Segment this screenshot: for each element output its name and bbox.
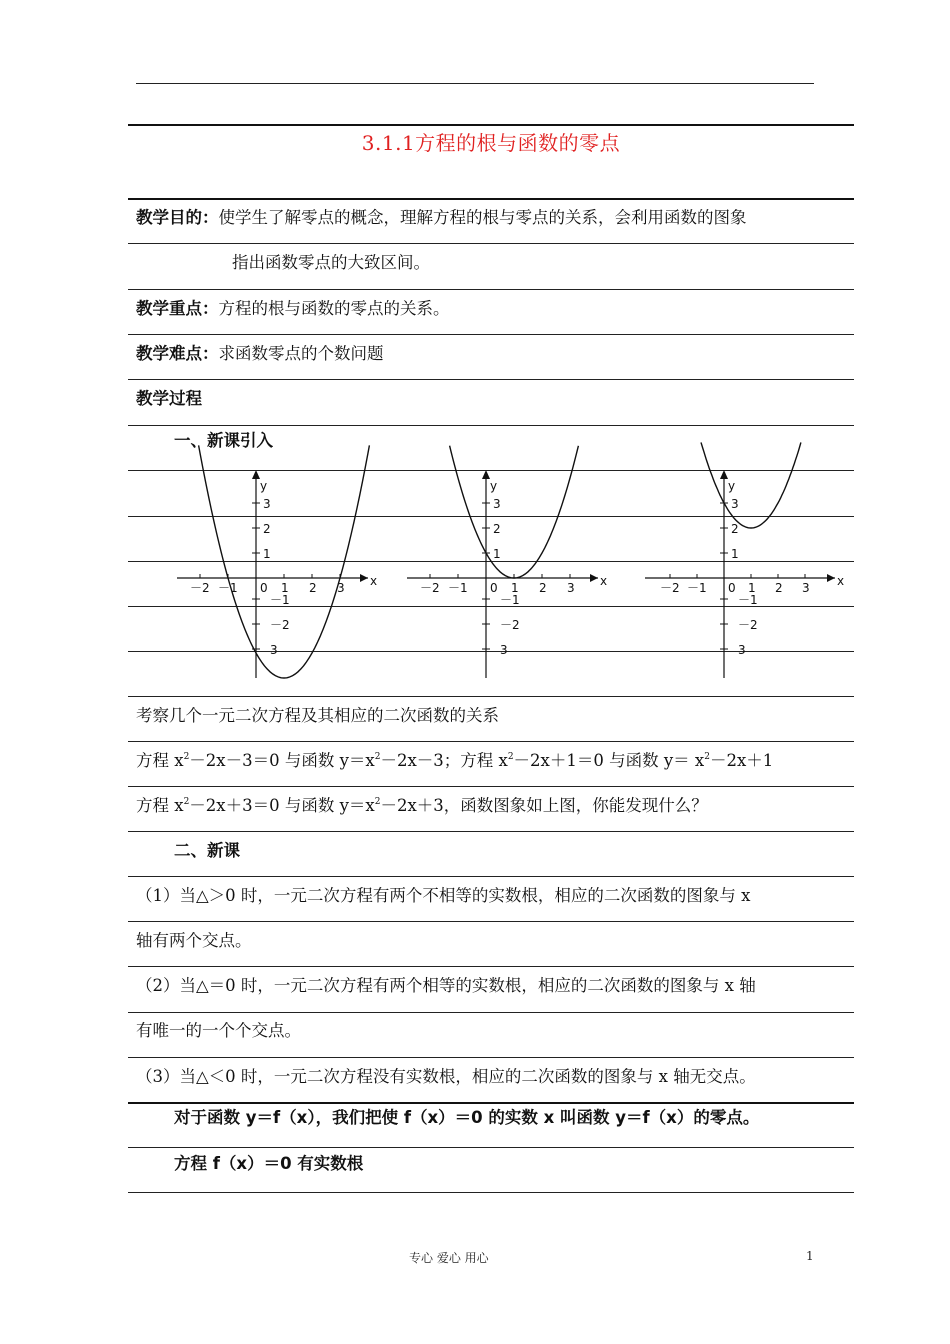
superscript: 2 bbox=[374, 797, 381, 807]
x-tick-label: －2 bbox=[660, 581, 680, 595]
difficulty-row bbox=[136, 343, 854, 365]
superscript: 2 bbox=[183, 752, 190, 762]
objective-text-1: 使学生了解零点的概念，理解方程的根与零点的关系，会利用函数的图象 bbox=[218, 208, 747, 227]
x-axis-label: x bbox=[600, 574, 608, 588]
title-top-rule bbox=[128, 124, 854, 126]
x-tick-label: －2 bbox=[190, 581, 210, 595]
superscript: 2 bbox=[374, 752, 381, 762]
y-tick-label: －2 bbox=[270, 618, 290, 632]
y-tick-label: 2 bbox=[263, 522, 271, 536]
case1-line-2: 轴有两个交点。 bbox=[136, 931, 252, 950]
document-title: 3.1.1方程的根与函数的零点 bbox=[361, 131, 621, 155]
case3-line-1: （3）当△＜0 时，一元二次方程没有实数根，相应的二次函数的图象与 x 轴无交点。 bbox=[136, 1067, 756, 1086]
origin-label: 0 bbox=[260, 581, 268, 595]
x-tick-label: －1 bbox=[218, 581, 238, 595]
x-axis-arrow bbox=[590, 574, 598, 582]
y-tick-label: －1 bbox=[500, 593, 520, 607]
x-tick-label: 3 bbox=[567, 581, 575, 595]
intro-text: 考察几个一元二次方程及其相应的二次函数的关系 bbox=[136, 706, 499, 725]
y-axis-arrow bbox=[482, 470, 490, 479]
header-rule bbox=[136, 83, 814, 84]
y-tick-label: 1 bbox=[731, 547, 739, 561]
eq1-part: －2x－3；方程 x bbox=[380, 751, 508, 770]
table-rule bbox=[128, 966, 854, 967]
y-tick-label: －1 bbox=[270, 593, 290, 607]
eq2-part: －2x＋3，函数图象如上图，你能发现什么？ bbox=[380, 796, 708, 815]
table-rule bbox=[128, 1012, 854, 1013]
x-axis-arrow bbox=[360, 574, 368, 582]
table-rule bbox=[128, 334, 854, 335]
x-tick-label: 1 bbox=[281, 581, 289, 595]
section1-heading: 一、新课引入 bbox=[174, 431, 273, 450]
y-tick-label: －2 bbox=[500, 618, 520, 632]
x-tick-label: －1 bbox=[687, 581, 707, 595]
superscript: 2 bbox=[183, 797, 190, 807]
x-tick-label: －1 bbox=[448, 581, 468, 595]
y-axis-arrow bbox=[252, 470, 260, 479]
equation-line-2 bbox=[136, 795, 854, 817]
y-tick-label: 3 bbox=[731, 497, 739, 511]
eq2-part: －2x＋3＝0 与函数 y＝x bbox=[189, 796, 375, 815]
case2-line-1: （2）当△＝0 时，一元二次方程有两个相等的实数根，相应的二次函数的图象与 x 轴 bbox=[136, 976, 756, 995]
case1-line-1: （1）当△＞0 时，一元二次方程有两个不相等的实数根，相应的二次函数的图象与 x bbox=[136, 886, 751, 905]
eq1-part: －2x＋1 bbox=[709, 751, 774, 770]
objective-label: 教学目的： bbox=[136, 208, 219, 227]
keypoint-label: 教学重点： bbox=[136, 299, 219, 318]
y-tick-label: 3 bbox=[270, 643, 278, 657]
footer-slogan: 专心 爱心 用心 bbox=[409, 1251, 489, 1265]
table-rule bbox=[128, 831, 854, 832]
section2-heading: 二、新课 bbox=[174, 841, 240, 860]
parabola-curve-1 bbox=[199, 445, 370, 678]
table-rule bbox=[128, 921, 854, 922]
difficulty-label: 教学难点： bbox=[136, 344, 219, 363]
x-axis-label: x bbox=[370, 574, 378, 588]
objective-text-2: 指出函数零点的大致区间。 bbox=[232, 253, 430, 272]
y-tick-label: －2 bbox=[738, 618, 758, 632]
origin-label: 0 bbox=[728, 581, 736, 595]
table-rule bbox=[128, 741, 854, 742]
x-tick-label: 2 bbox=[539, 581, 547, 595]
parabola-curve-3 bbox=[701, 442, 801, 528]
table-rule bbox=[128, 1102, 854, 1104]
superscript: 2 bbox=[704, 752, 710, 762]
keypoint-row bbox=[136, 298, 854, 320]
table-rule bbox=[128, 198, 854, 200]
difficulty-text: 求函数零点的个数问题 bbox=[218, 344, 384, 363]
equivalence-text: 方程 f（x）＝0 有实数根 bbox=[174, 1154, 364, 1173]
x-tick-label: 3 bbox=[337, 581, 345, 595]
table-rule bbox=[128, 786, 854, 787]
x-tick-label: 1 bbox=[511, 581, 519, 595]
x-tick-label: 1 bbox=[748, 581, 756, 595]
objective-row bbox=[136, 207, 854, 229]
table-rule bbox=[128, 425, 854, 426]
y-tick-label: 1 bbox=[493, 547, 501, 561]
table-rule bbox=[128, 1192, 854, 1193]
keypoint-text: 方程的根与函数的零点的关系。 bbox=[218, 299, 450, 318]
process-heading: 教学过程 bbox=[136, 389, 202, 408]
y-tick-label: 3 bbox=[263, 497, 271, 511]
y-axis-label: y bbox=[728, 479, 736, 493]
x-axis-arrow bbox=[827, 574, 835, 582]
y-tick-label: －1 bbox=[738, 593, 758, 607]
table-rule bbox=[128, 696, 854, 697]
y-tick-label: 2 bbox=[731, 522, 739, 536]
parabola-curve-2 bbox=[450, 446, 579, 578]
x-tick-label: 2 bbox=[309, 581, 317, 595]
table-rule bbox=[128, 1057, 854, 1058]
y-tick-label: 2 bbox=[493, 522, 501, 536]
definition-text: 对于函数 y＝f（x），我们把使 f（x）＝0 的实数 x 叫函数 y＝f（x）的零点。 bbox=[174, 1108, 760, 1127]
eq1-part: 方程 x bbox=[136, 751, 184, 770]
x-tick-label: 2 bbox=[775, 581, 783, 595]
case2-line-2: 有唯一的一个个交点。 bbox=[136, 1021, 301, 1040]
y-axis-label: y bbox=[490, 479, 498, 493]
y-tick-label: 3 bbox=[500, 643, 508, 657]
x-axis-label: x bbox=[837, 574, 845, 588]
eq1-part: －2x＋1＝0 与函数 y＝ x bbox=[513, 751, 705, 770]
table-rule bbox=[128, 289, 854, 290]
table-rule bbox=[128, 379, 854, 380]
eq2-part: 方程 x bbox=[136, 796, 184, 815]
table-rule bbox=[128, 243, 854, 244]
y-tick-label: 3 bbox=[738, 643, 746, 657]
table-rule bbox=[128, 876, 854, 877]
y-axis-label: y bbox=[260, 479, 268, 493]
eq1-part: －2x－3＝0 与函数 y＝x bbox=[189, 751, 375, 770]
table-rule bbox=[128, 1147, 854, 1148]
y-tick-label: 3 bbox=[493, 497, 501, 511]
page-number: 1 bbox=[806, 1249, 814, 1263]
y-axis-arrow bbox=[720, 470, 728, 479]
origin-label: 0 bbox=[490, 581, 498, 595]
x-tick-label: －2 bbox=[420, 581, 440, 595]
equation-line-1 bbox=[136, 750, 854, 772]
parabola-graphs bbox=[0, 430, 950, 700]
x-tick-label: 3 bbox=[802, 581, 810, 595]
superscript: 2 bbox=[507, 752, 514, 762]
y-tick-label: 1 bbox=[263, 547, 271, 561]
